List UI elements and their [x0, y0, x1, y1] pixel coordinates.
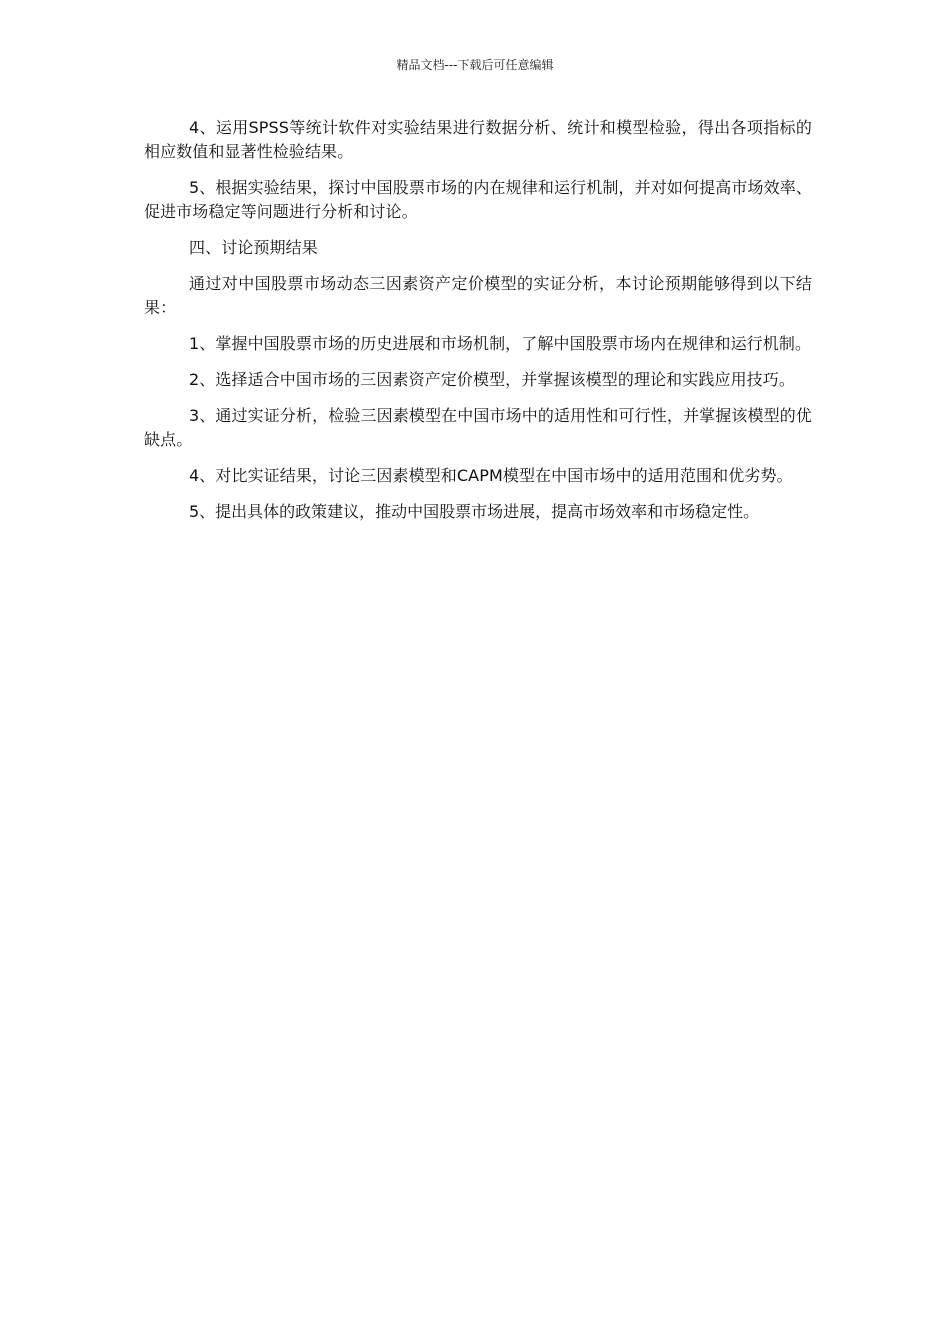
page-header: 精品文档---下载后可任意编辑 — [396, 58, 554, 72]
paragraph-method-4: 4、运用SPSS等统计软件对实验结果进行数据分析、统计和模型检验，得出各项指标的相应数值和显著性检验结果。 — [144, 118, 812, 161]
document-body — [144, 116, 812, 536]
paragraph-result-4: 4、对比实证结果，讨论三因素模型和CAPM模型在中国市场中的适用范围和优劣势。 — [189, 466, 793, 485]
paragraph-results-intro: 通过对中国股票市场动态三因素资产定价模型的实证分析，本讨论预期能够得到以下结果： — [144, 274, 812, 317]
paragraph-result-3: 3、通过实证分析，检验三因素模型在中国市场中的适用性和可行性，并掌握该模型的优缺点。 — [144, 406, 812, 449]
paragraph-result-1: 1、掌握中国股票市场的历史进展和市场机制，了解中国股票市场内在规律和运行机制。 — [189, 334, 812, 353]
paragraph-method-5: 5、根据实验结果，探讨中国股票市场的内在规律和运行机制，并对如何提高市场效率、促进市场稳定等问题进行分析和讨论。 — [144, 178, 812, 221]
paragraph-result-2: 2、选择适合中国市场的三因素资产定价模型，并掌握该模型的理论和实践应用技巧。 — [189, 370, 795, 389]
section-heading-expected-results: 四、讨论预期结果 — [189, 238, 318, 257]
paragraph-result-5: 5、提出具体的政策建议，推动中国股票市场进展，提高市场效率和市场稳定性。 — [189, 502, 760, 521]
